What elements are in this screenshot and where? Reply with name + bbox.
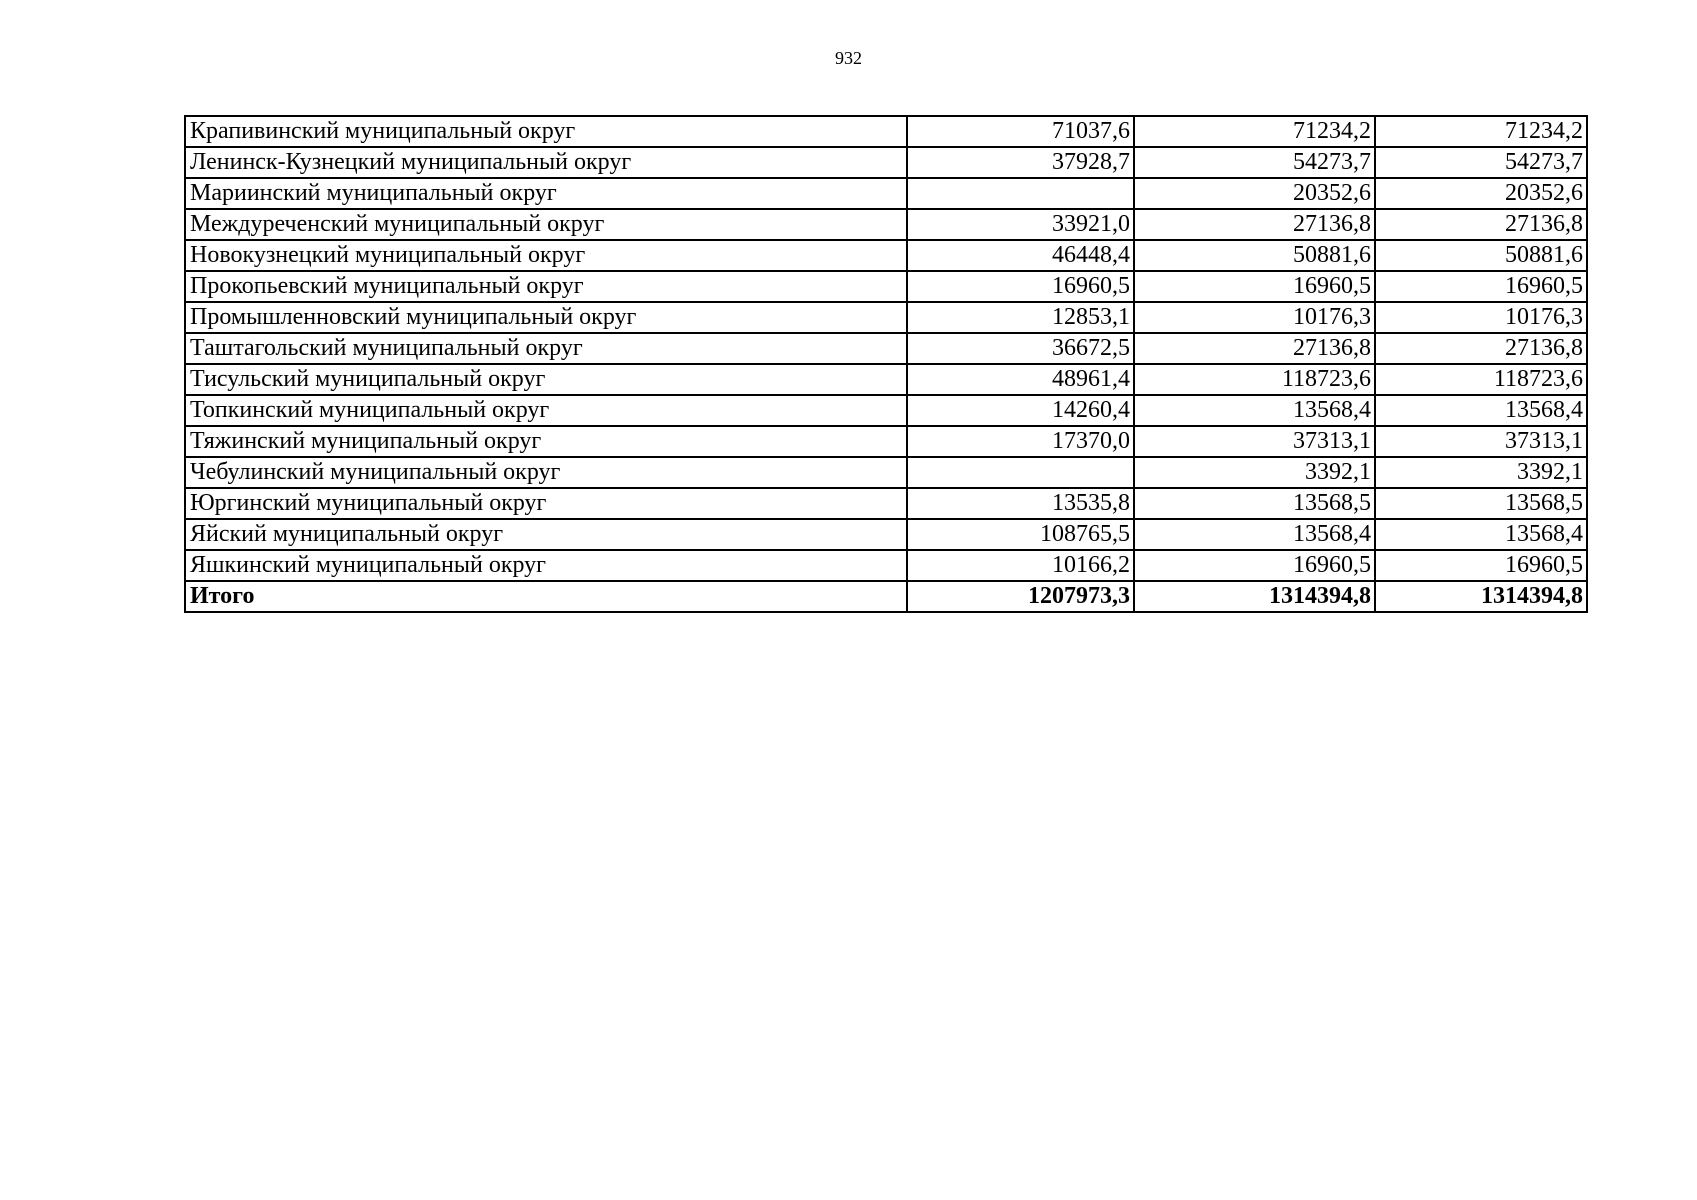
value-cell: 27136,8 bbox=[1375, 209, 1587, 240]
value-cell: 37313,1 bbox=[1134, 426, 1375, 457]
table-row bbox=[185, 178, 1587, 209]
value-cell: 13568,5 bbox=[1134, 488, 1375, 519]
value-cell: 37313,1 bbox=[1375, 426, 1587, 457]
district-name: Промышленновский муниципальный округ bbox=[185, 302, 907, 333]
table-row bbox=[185, 333, 1587, 364]
value-cell: 46448,4 bbox=[907, 240, 1134, 271]
district-name: Таштагольский муниципальный округ bbox=[185, 333, 907, 364]
district-name: Топкинский муниципальный округ bbox=[185, 395, 907, 426]
value-cell: 71234,2 bbox=[1134, 116, 1375, 147]
table-row bbox=[185, 488, 1587, 519]
value-cell: 36672,5 bbox=[907, 333, 1134, 364]
district-name: Юргинский муниципальный округ bbox=[185, 488, 907, 519]
value-cell: 12853,1 bbox=[907, 302, 1134, 333]
value-cell: 16960,5 bbox=[907, 271, 1134, 302]
value-cell: 108765,5 bbox=[907, 519, 1134, 550]
total-label: Итого bbox=[185, 581, 907, 612]
value-cell: 118723,6 bbox=[1375, 364, 1587, 395]
value-cell: 10166,2 bbox=[907, 550, 1134, 581]
value-cell: 3392,1 bbox=[1375, 457, 1587, 488]
table-row bbox=[185, 457, 1587, 488]
total-value-cell: 1207973,3 bbox=[907, 581, 1134, 612]
budget-table bbox=[184, 115, 1588, 613]
district-name: Тисульский муниципальный округ bbox=[185, 364, 907, 395]
value-cell: 50881,6 bbox=[1375, 240, 1587, 271]
total-row bbox=[185, 581, 1587, 612]
value-cell bbox=[907, 457, 1134, 488]
value-cell: 14260,4 bbox=[907, 395, 1134, 426]
page-number: 932 bbox=[835, 48, 862, 68]
value-cell: 54273,7 bbox=[1375, 147, 1587, 178]
district-name: Ленинск-Кузнецкий муниципальный округ bbox=[185, 147, 907, 178]
value-cell: 20352,6 bbox=[1375, 178, 1587, 209]
district-name: Прокопьевский муниципальный округ bbox=[185, 271, 907, 302]
value-cell: 13568,5 bbox=[1375, 488, 1587, 519]
table-row bbox=[185, 364, 1587, 395]
value-cell: 50881,6 bbox=[1134, 240, 1375, 271]
value-cell: 13568,4 bbox=[1134, 519, 1375, 550]
value-cell: 33921,0 bbox=[907, 209, 1134, 240]
table-row bbox=[185, 519, 1587, 550]
value-cell: 27136,8 bbox=[1134, 333, 1375, 364]
value-cell: 27136,8 bbox=[1134, 209, 1375, 240]
value-cell: 71234,2 bbox=[1375, 116, 1587, 147]
total-value-cell: 1314394,8 bbox=[1375, 581, 1587, 612]
district-name: Крапивинский муниципальный округ bbox=[185, 116, 907, 147]
value-cell: 48961,4 bbox=[907, 364, 1134, 395]
value-cell: 13568,4 bbox=[1134, 395, 1375, 426]
value-cell: 20352,6 bbox=[1134, 178, 1375, 209]
value-cell: 17370,0 bbox=[907, 426, 1134, 457]
table-row bbox=[185, 550, 1587, 581]
value-cell: 16960,5 bbox=[1134, 271, 1375, 302]
total-value-cell: 1314394,8 bbox=[1134, 581, 1375, 612]
district-name: Мариинский муниципальный округ bbox=[185, 178, 907, 209]
district-name: Яшкинский муниципальный округ bbox=[185, 550, 907, 581]
district-name: Новокузнецкий муниципальный округ bbox=[185, 240, 907, 271]
value-cell: 13535,8 bbox=[907, 488, 1134, 519]
table-row bbox=[185, 271, 1587, 302]
district-name: Чебулинский муниципальный округ bbox=[185, 457, 907, 488]
value-cell: 16960,5 bbox=[1375, 271, 1587, 302]
table-row bbox=[185, 240, 1587, 271]
district-name: Тяжинский муниципальный округ bbox=[185, 426, 907, 457]
table-row bbox=[185, 395, 1587, 426]
table-row bbox=[185, 426, 1587, 457]
value-cell: 54273,7 bbox=[1134, 147, 1375, 178]
value-cell: 37928,7 bbox=[907, 147, 1134, 178]
value-cell: 71037,6 bbox=[907, 116, 1134, 147]
value-cell: 16960,5 bbox=[1134, 550, 1375, 581]
district-name: Яйский муниципальный округ bbox=[185, 519, 907, 550]
value-cell: 13568,4 bbox=[1375, 519, 1587, 550]
value-cell: 118723,6 bbox=[1134, 364, 1375, 395]
district-name: Междуреченский муниципальный округ bbox=[185, 209, 907, 240]
table-row bbox=[185, 147, 1587, 178]
table-row bbox=[185, 209, 1587, 240]
value-cell: 16960,5 bbox=[1375, 550, 1587, 581]
table-body bbox=[185, 116, 1587, 612]
value-cell: 27136,8 bbox=[1375, 333, 1587, 364]
value-cell: 10176,3 bbox=[1134, 302, 1375, 333]
table-row bbox=[185, 302, 1587, 333]
value-cell: 10176,3 bbox=[1375, 302, 1587, 333]
value-cell: 3392,1 bbox=[1134, 457, 1375, 488]
table-row bbox=[185, 116, 1587, 147]
value-cell bbox=[907, 178, 1134, 209]
value-cell: 13568,4 bbox=[1375, 395, 1587, 426]
